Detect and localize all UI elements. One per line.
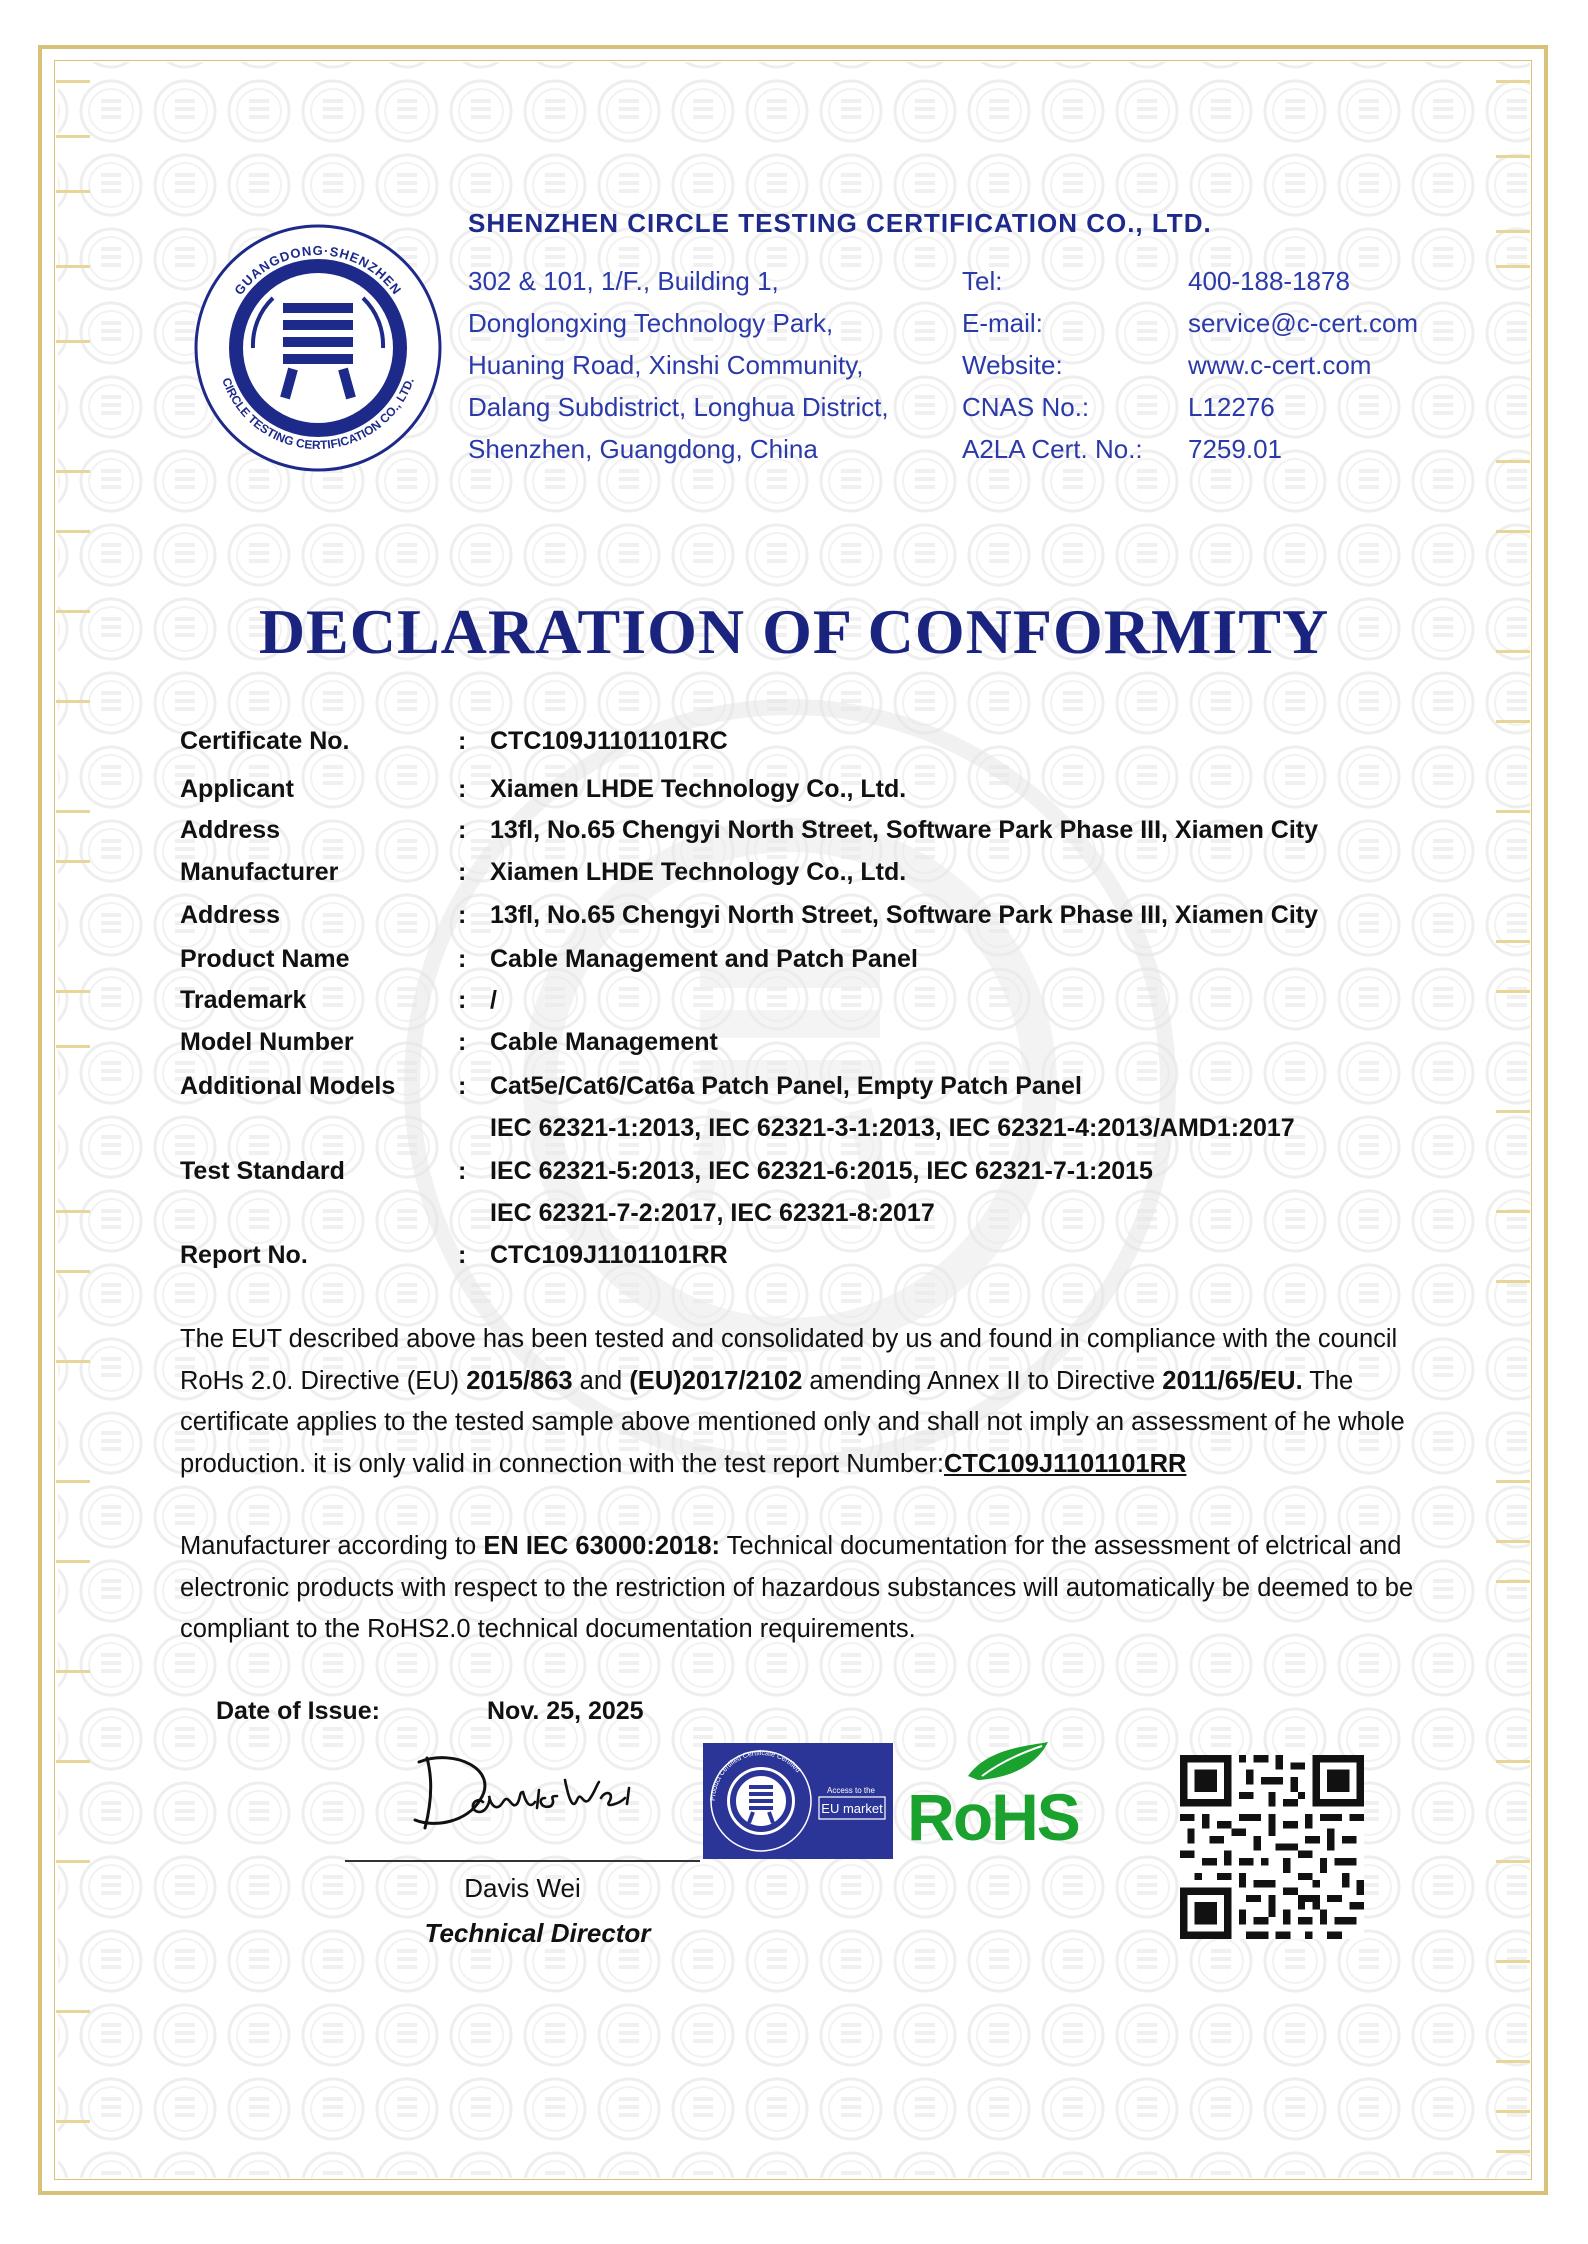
test-standard-line-1: IEC 62321-1:2013, IEC 62321-3-1:2013, IEC 62321-4:2013/AMD1:2017 [490,1114,1295,1142]
field-colon: : [458,1157,467,1185]
signature-image [405,1740,645,1840]
field-value: Xiamen LHDE Technology Co., Ltd. [490,858,907,886]
field-value: Cable Management [490,1028,718,1056]
statement-bold: 2015/863 [466,1366,573,1395]
field-colon: : [458,858,467,886]
statement-text: The certificate applies to the tested sample above mentioned only and shall not imply an assessment of he whole production. it is only valid in connection with the test report Number: [180,1366,1405,1478]
field-value: CTC109J1101101RC [490,727,728,755]
field-label: Certificate No. [180,727,350,755]
field-value: 13fl, No.65 Chengyi North Street, Software Park Phase III, Xiamen City [490,901,1319,929]
field-colon: : [458,1241,467,1269]
field-value: 13fl, No.65 Chengyi North Street, Software Park Phase III, Xiamen City [490,816,1319,844]
field-colon: : [458,986,467,1014]
field-colon: : [458,1028,467,1056]
field-certificate-no [180,727,728,756]
field-label: Report No. [180,1241,308,1269]
eu-market-certification-badge [703,1743,893,1859]
field-label: Applicant [180,775,294,803]
field-manufacturer [180,858,906,887]
svg-text:RoHS: RoHS [907,1780,1079,1848]
field-product-name [180,945,918,974]
address-line: Dalang Subdistrict, Longhua District, [468,392,889,422]
field-test-standard [180,1157,1153,1186]
field-trademark [180,986,497,1015]
contact-website: www.c-cert.com [1188,350,1372,380]
rohs-logo [898,1738,1088,1848]
statement-text: amending Annex II to Directive [802,1366,1163,1395]
statement-bold: (EU)2017/2102 [629,1366,803,1395]
field-value: CTC109J1101101RR [490,1241,728,1269]
field-value: / [490,986,497,1014]
field-label: Manufacturer [180,858,339,886]
statement-text: The EUT described above has been tested and consolidated by us and found in compliance with the council RoHs 2.0. Directive (EU) [180,1325,1398,1395]
field-model-number [180,1028,718,1057]
field-colon: : [458,1072,467,1100]
field-colon: : [458,901,467,929]
field-label: Trademark [180,986,307,1014]
address-line: Donglongxing Technology Park, [468,308,834,338]
field-value: Cat5e/Cat6/Cat6a Patch Panel, Empty Patch Panel [490,1072,1082,1100]
statement-text: and [572,1366,630,1395]
svg-text:GUANGDONG·SHENZHEN: GUANGDONG·SHENZHEN [231,243,405,298]
statement-text: Technical documentation for the assessment of elctrical and electronic products with respect to the restriction of hazardous substances will automatically be deemed to be compliant to the RoHS2.0 technical documentation requirements. [180,1532,1414,1643]
contact-label-cnas: CNAS No.: [962,392,1090,422]
field-additional-models [180,1072,1082,1101]
address-line: Shenzhen, Guangdong, China [468,434,818,464]
contact-values [1188,260,1418,470]
company-name: SHENZHEN CIRCLE TESTING CERTIFICATION CO., LTD. [468,208,1212,238]
contact-a2la: 7259.01 [1188,434,1282,464]
qr-code[interactable] [1180,1755,1364,1939]
contact-label-tel: Tel: [962,266,1003,296]
company-address [468,260,889,470]
field-label: Test Standard [180,1157,345,1185]
field-colon: : [458,727,467,755]
date-of-issue-label: Date of Issue: [216,1697,380,1725]
contact-labels [962,260,1143,470]
compliance-statement [180,1319,1440,1485]
svg-text:Access to the: Access to the [826,1786,876,1795]
field-value: Cable Management and Patch Panel [490,945,918,973]
field-label: Additional Models [180,1072,396,1100]
border-decoration-right [1496,60,1530,2180]
document-title: DECLARATION OF CONFORMITY [258,596,1330,667]
svg-text:Davis Wei: Davis Wei [405,1740,410,1741]
contact-email: service@c-cert.com [1188,308,1419,338]
signatory-name: Davis Wei [464,1873,581,1903]
contact-label-a2la: A2LA Cert. No.: [962,434,1143,464]
field-colon: : [458,816,467,844]
statement-bold: 2011/65/EU. [1162,1366,1303,1395]
statement-bold: EN IEC 63000:2018: [483,1532,721,1560]
test-standard-line-3: IEC 62321-7-2:2017, IEC 62321-8:2017 [490,1199,935,1227]
svg-text:CIRCLE TESTING CERTIFICATION C: CIRCLE TESTING CERTIFICATION CO., LTD. [219,375,417,453]
address-line: Huaning Road, Xinshi Community, [468,350,864,380]
signature-line [345,1860,700,1862]
address-line: 302 & 101, 1/F., Building 1, [468,266,779,296]
statement-report-number: CTC109J1101101RR [943,1449,1187,1478]
field-label: Product Name [180,945,350,973]
field-colon: : [458,775,467,803]
field-value: Xiamen LHDE Technology Co., Ltd. [490,775,907,803]
field-label: Address [180,901,281,929]
contact-label-email: E-mail: [962,308,1043,338]
svg-text:EU market: EU market [821,1801,883,1816]
contact-tel: 400-188-1878 [1188,266,1350,296]
company-seal-logo [193,223,443,473]
field-colon: : [458,945,467,973]
border-decoration-left [56,60,90,2180]
statement-text: Manufacturer according to [180,1532,484,1560]
field-applicant [180,775,906,804]
contact-cnas: L12276 [1188,392,1275,422]
date-of-issue-value: Nov. 25, 2025 [487,1697,644,1725]
field-report-no [180,1241,728,1270]
svg-text:Product Certified Certificate: Product Certified Certificate Certified [709,1749,802,1802]
contact-label-website: Website: [962,350,1063,380]
field-label: Address [180,816,281,844]
manufacturer-statement [180,1526,1440,1651]
signatory-title: Technical Director [424,1918,651,1948]
field-manufacturer-address [180,901,1318,930]
test-standard-line-2: IEC 62321-5:2013, IEC 62321-6:2015, IEC 62321-7-1:2015 [490,1157,1153,1185]
field-label: Model Number [180,1028,354,1056]
field-applicant-address [180,816,1318,845]
